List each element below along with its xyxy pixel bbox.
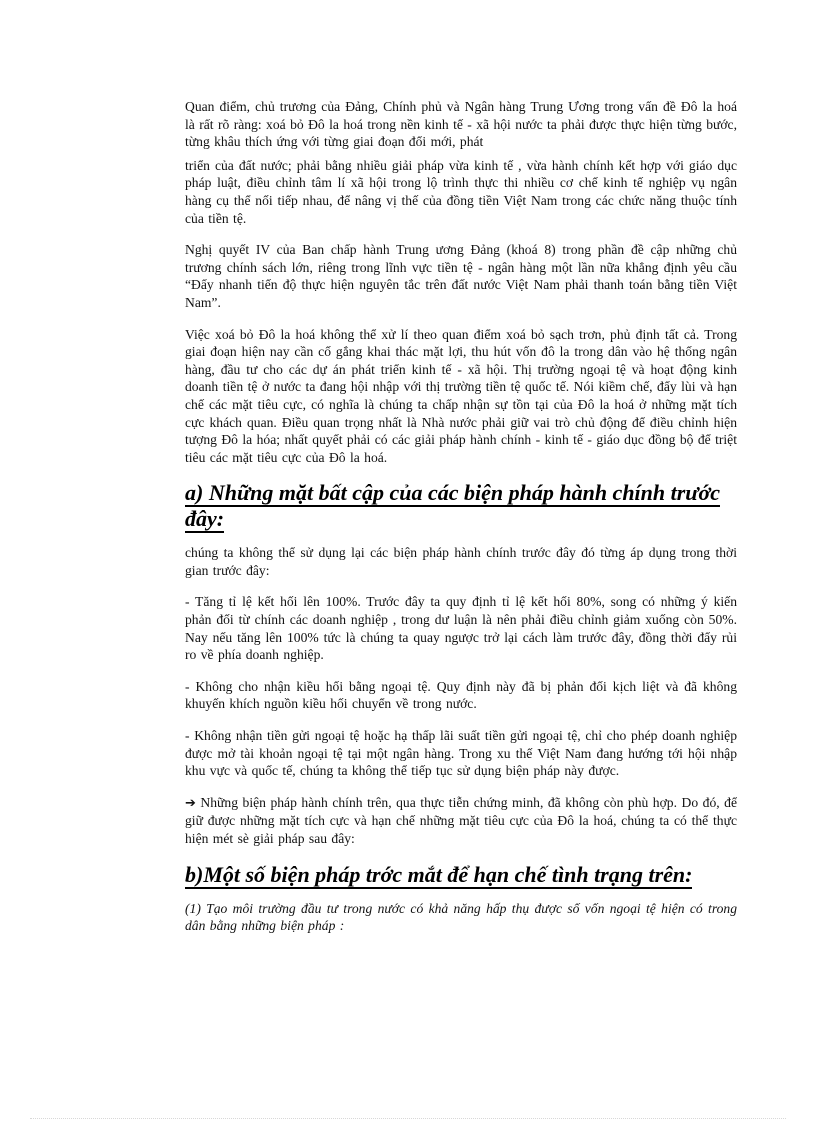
- section-a-item-3: - Không nhận tiền gửi ngoại tệ hoặc hạ thấp lãi suất tiền gửi ngoại tệ, chỉ cho phép doanh nghiệp được mở tài khoản ngoại tệ tại một ngân hàng. Trong xu thế Việt Nam đang hướng tới hội nhập khu vực và quốc tế, chúng ta không thể tiếp tục sử dụng biện pháp này được.: [185, 728, 737, 779]
- heading-section-b: [185, 862, 737, 888]
- section-b-item-1: (1) Tạo môi trường đầu tư trong nước có khả năng hấp thụ được số vốn ngoại tệ hiện có trong dân bằng những biện pháp :: [185, 900, 737, 934]
- heading-section-a-text: a) Những mặt bất cập của các biện pháp hành chính trước đây:: [185, 480, 721, 532]
- page-bottom-divider: [30, 1118, 786, 1119]
- section-a-item-1: - Tăng tỉ lệ kết hối lên 100%. Trước đây ta quy định tỉ lệ kết hối 80%, song có những ý kiến phản đối từ chính các doanh nghiệp , trong dư luận là nên phải điều chỉnh giảm xuống còn 50%. Nay nếu tăng lên 100% tức là chúng ta quay ngược trở lại cách làm trước đây, đồng thời đẩy rủi ro về phía doanh nghiệp.: [185, 594, 737, 663]
- right-arrow-icon: ➔: [185, 795, 196, 811]
- paragraph-policy-view-cont: triển của đất nước; phải bằng nhiều giải pháp vừa kinh tế , vừa hành chính kết hợp với giáo dục pháp luật, điều chỉnh tâm lí xã hội trong lộ trình thực thi nhiều cơ chế kinh tế nghiệp vụ ngân hàng cụ thể nối tiếp nhau, để nâng vị thế của đồng tiền Việt Nam trong các chức năng thuộc tính của tiền tệ.: [185, 157, 737, 226]
- paragraph-policy-view: Quan điểm, chủ trương của Đảng, Chính phủ và Ngân hàng Trung Ương trong vấn đề Đô la hoá là rất rõ ràng: xoá bỏ Đô la hoá trong nền kinh tế - xã hội nước ta phải được thực hiện từng bước, từng khâu thích ứng với từng giai đoạn đổi mới, phát: [185, 99, 737, 150]
- section-a-conclusion-text: Những biện pháp hành chính trên, qua thực tiễn chứng minh, đã không còn phù hợp. Do đó, để giữ được những mặt tích cực và hạn chế những mặt tiêu cực của Đô la hoá, chúng ta có thể thực hiện mét sè giải pháp sau đây:: [185, 794, 737, 846]
- section-a-item-2: - Không cho nhận kiều hối bằng ngoại tệ. Quy định này đã bị phản đối kịch liệt và đã không khuyến khích nguồn kiều hối chuyển về trong nước.: [185, 678, 737, 712]
- section-a-conclusion: [185, 794, 737, 848]
- heading-section-a: [185, 480, 737, 532]
- paragraph-dollarization-approach: Việc xoá bỏ Đô la hoá không thể xử lí theo quan điểm xoá bỏ sạch trơn, phủ định tất cả. Trong giai đoạn hiện nay cần cố gắng khai thác mặt lợi, thu hút vốn đô la trong dân vào hệ thống ngân hàng, đầu tư cho các dự án phát triển kinh tế - xã hội. Thị trường ngoại tệ và hoạt động kinh doanh tiền tệ ở nước ta đang hội nhập với thị trường tiền tệ quốc tế. Nói kiềm chế, đẩy lùi và hạn chế các mặt tiêu cực, có nghĩa là chúng ta chấp nhận sự tồn tại của Đô la hoá ở những mặt tích cực khách quan. Điều quan trọng nhất là Nhà nước phải giữ vai trò chủ động để điều chỉnh hiện tượng Đô la hóa; nhất quyết phải có các giải pháp hành chính - kinh tế - giáo dục đồng bộ để triệt tiêu các mặt tiêu cực của Đô la hoá.: [185, 326, 737, 465]
- document-page: [185, 98, 737, 949]
- heading-section-b-text: b)Một số biện pháp trớc mắt để hạn chế tình trạng trên:: [185, 861, 693, 887]
- section-a-intro: chúng ta không thể sử dụng lại các biện pháp hành chính trước đây đó từng áp dụng trong thời gian trước đây:: [185, 545, 737, 578]
- paragraph-resolution-iv: Nghị quyết IV của Ban chấp hành Trung ương Đảng (khoá 8) trong phần đề cập những chủ trương chính sách lớn, riêng trong lĩnh vực tiền tệ - ngân hàng một lần nữa khẳng định yêu cầu “Đẩy nhanh tiến độ thực hiện nguyên tắc trên đất nước Việt Nam phải thanh toán bằng tiền Việt Nam”.: [185, 242, 737, 310]
